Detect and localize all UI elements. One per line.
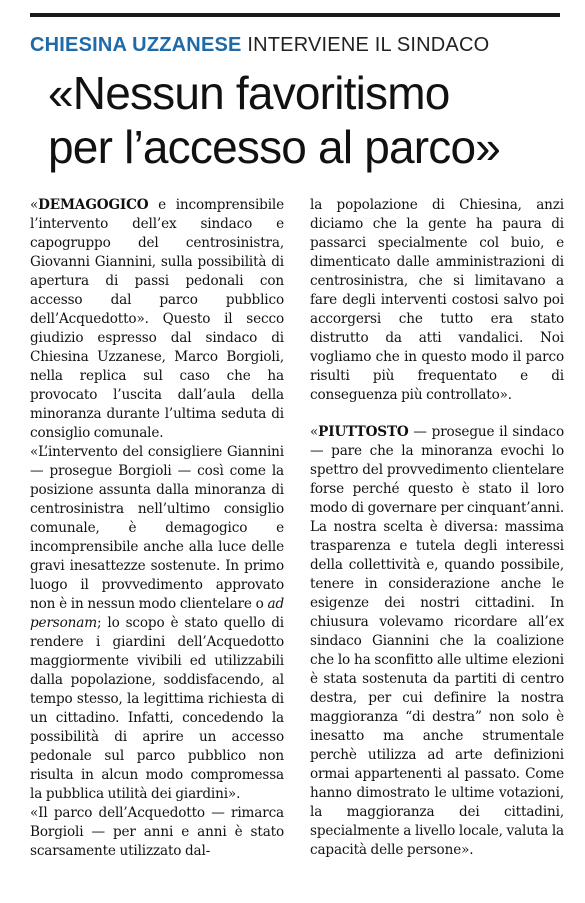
article-column-right <box>310 196 564 860</box>
kicker-place: CHIESINA UZZANESE <box>30 34 242 56</box>
paragraph-3: «Il parco dell’Acquedotto — rimarca Borgioli — per anni e anni è stato scarsamente utilizzato dal- <box>30 805 284 859</box>
paragraph-4: la popolazione di Chiesina, anzi diciamo che la gente ha paura di passarci specialmente col buio, e dimenticato dalle amministrazioni di centrosinistra, che si limitavano a fare degli interventi costosi salvo poi accorgersi che tutto era stato distrutto da atti vandalici. Noi vogliamo che in questo modo il parco risulti più frequentato e di conseguenza più controllato». <box>310 197 564 403</box>
paragraph-5-open-quote: « <box>310 424 319 440</box>
paragraph-1-text: e incomprensibile l’intervento dell’ex sindaco e capogruppo del centrosinistra, Giovanni Giannini, sulla possibilità di apertura di passi pedonali con accesso dal parco pubblico dell’Acquedotto». Questo il secco giudizio espresso dal sindaco di Chiesina Uzzanese, Marco Borgioli, nella replica sul caso che ha provocato l’uscita dall’aula della minoranza durante l’ultima seduta di consiglio comunale. <box>30 197 284 441</box>
paragraph-1-open-quote: « <box>30 197 39 213</box>
paragraph-2-text-b: ; lo scopo è stato quello di rendere i giardini dell’Acquedotto maggiormente vivibili ed utilizzabili dalla popolazione, soddisfacendo, al tempo stesso, la legittima richiesta di un cittadino. Infatti, concedendo la possibilità di aprire un accesso pedonale sul parco pubblico non risulta in alcun modo compromessa la pubblica utilità dei giardini». <box>30 615 284 802</box>
paragraph-1 <box>30 196 284 443</box>
kicker-topic: INTERVIENE IL SINDACO <box>247 34 490 56</box>
paragraph-5 <box>310 423 564 860</box>
headline <box>48 66 568 174</box>
paragraph-2-text-a: «L’intervento del consigliere Giannini — prosegue Borgioli — così come la posizione assunta dalla minoranza di centrosinistra nell’ultimo consiglio comunale, è demagogico e incomprensibile anche alla luce delle gravi inesattezze sostenute. In primo luogo il provvedimento approvato non è in nessun modo clientelare o <box>30 444 284 612</box>
lead-word-demagogico: DEMAGOGICO <box>38 197 149 213</box>
paragraph-2 <box>30 443 284 804</box>
kicker <box>30 32 570 58</box>
paragraph-2-italic: ad personam <box>30 596 284 631</box>
headline-line-2: per l’accesso al parco» <box>48 121 501 173</box>
top-rule <box>30 13 560 17</box>
paragraph-5-text: — prosegue il sindaco — pare che la minoranza evochi lo spettro del provvedimento clientelare forse perché questo è stato il loro modo di governare per cinquant’anni. La nostra scelta è diversa: massima trasparenza e tutela degli interessi della collettività e, quando possibile, tenere in considerazione anche le esigenze dei nostri cittadini. In chiusura volevamo ricordare all’ex sindaco Giannini che la coalizione che lo ha sconfitto alle ultime elezioni è stata sostenuta da partiti di centro destra, per cui definire la nostra maggioranza “di destra” non solo è inesatto ma anche strumentale perchè utilizza ad arte definizioni ormai appartenenti al passato. Come hanno dimostrato le ultime votazioni, la maggioranza dei cittadini, specialmente a livello locale, valuta la capacità delle persone». <box>310 424 564 858</box>
article-column-left <box>30 196 284 861</box>
lead-word-piuttosto: PIUTTOSTO <box>318 424 409 440</box>
headline-line-1: «Nessun favoritismo <box>48 67 450 119</box>
